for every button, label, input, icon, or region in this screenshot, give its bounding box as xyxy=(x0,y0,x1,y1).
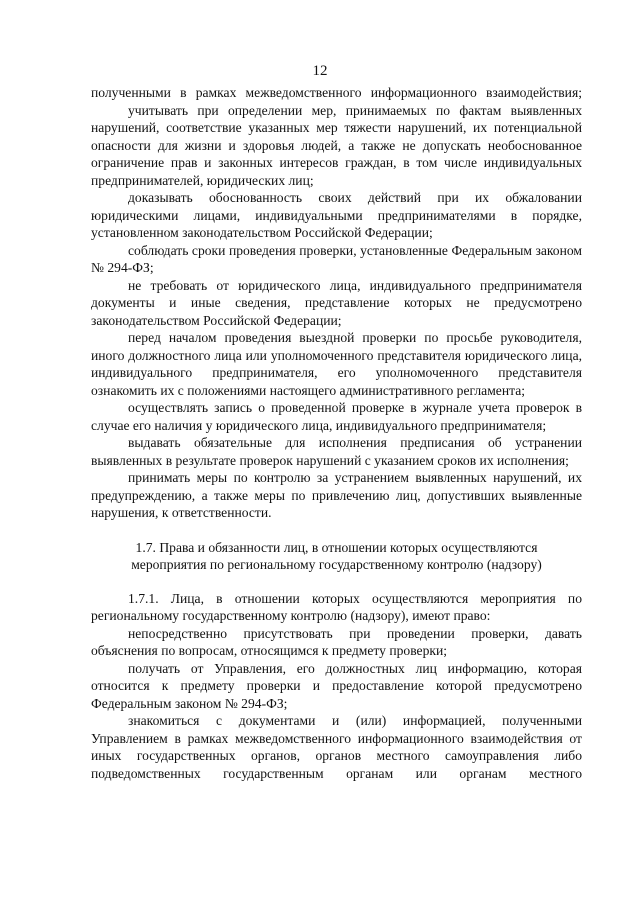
document-body xyxy=(91,84,582,782)
paragraph-duty-control: принимать меры по контролю за устранением выявленных нарушений, их предупреждению, а также меры по привлечению лиц, допустивших выявленные нарушения, к ответственности. xyxy=(91,470,582,520)
paragraph-rights-intro: 1.7.1. Лица, в отношении которых осуществляются мероприятия по региональному государственному контролю (надзору), имеют право: xyxy=(91,590,582,623)
paragraph-continuation: полученными в рамках межведомственного информационного взаимодействия; xyxy=(91,85,582,100)
paragraph-duty-justify: доказывать обоснованность своих действий при их обжаловании юридическими лицами, индивидуальными предпринимателями в порядке, установленном законодательством Российской Федерации; xyxy=(91,190,582,240)
paragraph-duty-no-documents: не требовать от юридического лица, индивидуального предпринимателя документы и иные сведения, представление которых не предусмотрено законодательством Российской Федерации; xyxy=(91,277,582,328)
page-number: 12 xyxy=(312,63,328,79)
paragraph-right-attend: непосредственно присутствовать при проведении проверки, давать объяснения по вопросам, относящимся к предмету проверки; xyxy=(91,625,582,658)
paragraph-duty-orders: выдавать обязательные для исполнения предписания об устранении выявленных в результате проверок нарушений с указанием сроков их исполнения; xyxy=(91,435,582,468)
paragraph-right-information: получать от Управления, его должностных лиц информацию, которая относится к предмету проверки и предоставление которой предусмотрено Федеральным законом № 294-ФЗ; xyxy=(91,660,582,711)
paragraph-right-documents: знакомиться с документами и (или) информацией, полученными Управлением в рамках межведомственного информационного взаимодействия от иных государственных органов, органов местного самоуправления либо подведомственных государственным органам или органам местного xyxy=(91,713,582,781)
paragraph-duty-deadlines: соблюдать сроки проведения проверки, установленные Федеральным законом № 294-ФЗ; xyxy=(91,242,582,275)
paragraph-duty-journal: осуществлять запись о проведенной проверке в журнале учета проверок в случае его наличия у юридического лица, индивидуального предпринимателя; xyxy=(91,400,582,433)
paragraph-duty-familiarize: перед началом проведения выездной проверки по просьбе руководителя, иного должностного лица или уполномоченного представителя юридического лица, индивидуального предпринимателя, его уполномоченного представителя ознакомить их с положениями настоящего административного регламента; xyxy=(91,330,582,398)
paragraph-duty-measures: учитывать при определении мер, принимаемых по фактам выявленных нарушений, соответствие указанных мер тяжести нарушений, их потенциальной опасности для жизни и здоровья людей, а также не допускать необоснованное ограничение прав и законных интересов граждан, в том числе индивидуальных предпринимателей, юридических лиц; xyxy=(91,102,582,188)
section-heading: 1.7. Права и обязанности лиц, в отношении которых осуществляются мероприятия по региональному государственному контролю (надзору) xyxy=(131,539,542,572)
